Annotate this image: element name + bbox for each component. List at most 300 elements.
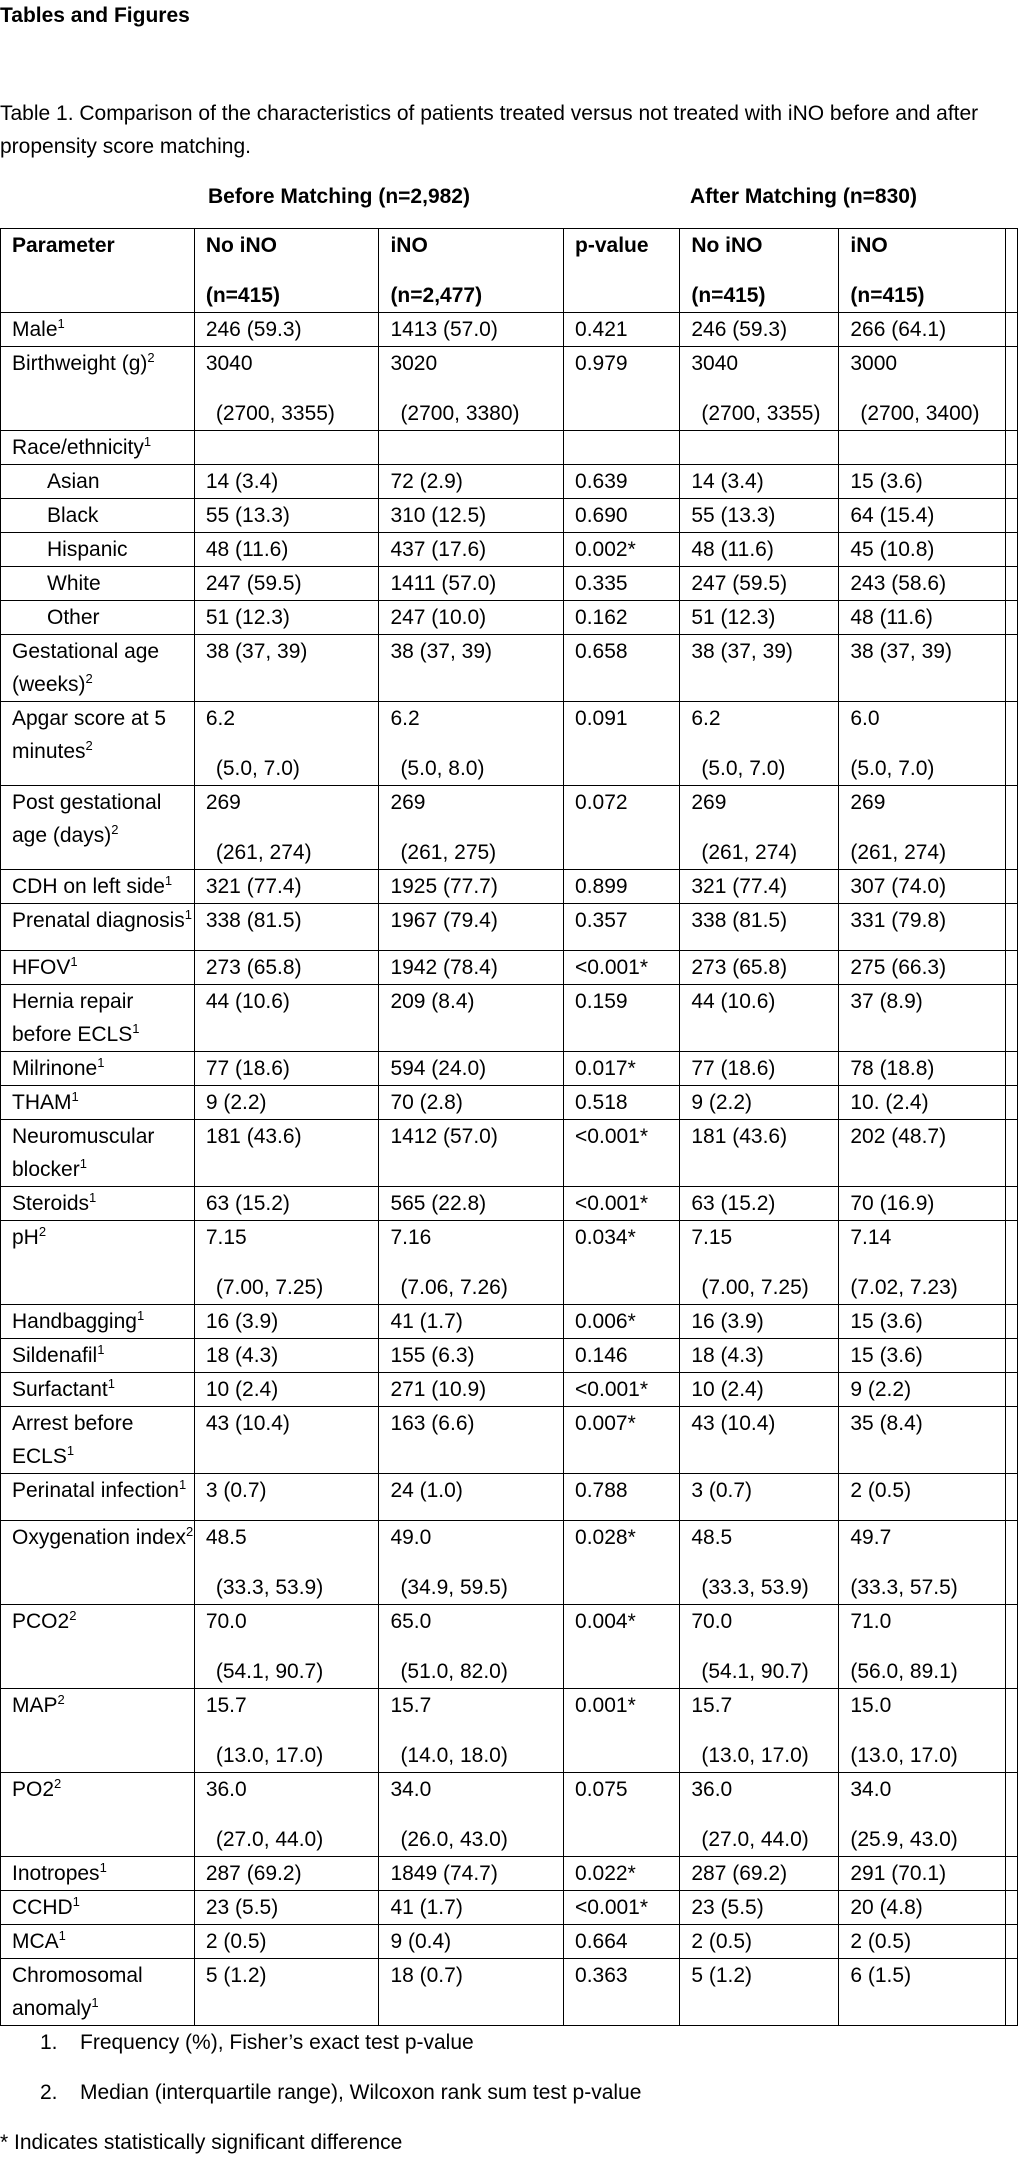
table-row [1,1891,1018,1925]
parameter-cell [1,786,195,870]
cell-value: 34.0 [850,1778,892,1801]
footnote-marker: 2 [85,671,93,686]
parameter-label: Post gestational age (days) [12,791,162,847]
parameter-label: MCA [12,1930,59,1953]
edge-cell [1005,601,1017,635]
cell-value: 6.2 [691,707,721,730]
cell-value: 273 (65.8) [205,956,302,979]
value-cell [680,313,839,347]
value-cell [839,904,1006,951]
cell-iqr: (5.0, 7.0) [850,757,935,780]
value-cell [839,431,1006,465]
cell-value: 10 (2.4) [205,1378,279,1401]
value-cell [379,786,564,870]
table-row [1,1221,1018,1305]
table-row [1,1407,1018,1474]
cell-value: 287 (69.2) [205,1862,302,1885]
value-cell [194,904,379,951]
cell-iqr: (13.0, 17.0) [850,1744,958,1767]
cell-value: 155 (6.3) [390,1344,475,1367]
edge-cell [1005,1857,1017,1891]
value-cell [194,1305,379,1339]
cell-value: 1411 (57.0) [390,572,497,595]
value-cell [680,431,839,465]
footnote-marker: 1 [107,1376,115,1391]
cell-value: 338 (81.5) [691,909,788,932]
value-cell [379,1120,564,1187]
cell-value: 15.7 [691,1694,733,1717]
section-title: Tables and Figures [0,4,190,27]
value-cell [194,951,379,985]
footnote-marker: 1 [136,1308,145,1323]
edge-cell [1005,1052,1017,1086]
cell-iqr: (5.0, 8.0) [400,757,485,780]
footnote-marker: 2 [57,1692,65,1707]
value-cell [680,702,839,786]
header-col-n: (n=2,477) [390,284,483,307]
cell-value: 202 (48.7) [850,1125,947,1148]
cell-value: 70.0 [205,1610,247,1633]
cell-value: 307 (74.0) [850,875,947,898]
cell-value: 247 (59.5) [205,572,302,595]
value-cell [564,1773,680,1857]
parameter-label: CCHD [12,1896,73,1919]
value-cell [564,567,680,601]
footnote-marker: 2 [85,738,93,753]
edge-cell [1005,229,1017,313]
edge-cell [1005,985,1017,1052]
cell-value: 77 (18.6) [205,1057,290,1080]
parameter-cell [1,985,195,1052]
parameter-label: THAM [12,1091,72,1114]
table-row [1,1689,1018,1773]
cell-value: 7.15 [691,1226,733,1249]
cell-value: 0.002* [575,538,636,561]
cell-value: 5 (1.2) [205,1964,267,1987]
table-row [1,1773,1018,1857]
value-cell [194,1339,379,1373]
cell-iqr: (2700, 3380) [400,402,520,425]
header-col-n: (n=415) [850,284,925,307]
cell-value: 0.075 [575,1778,628,1801]
cell-value: <0.001* [575,956,649,979]
value-cell [839,702,1006,786]
group-header-before: Before Matching (n=2,982) [208,185,470,208]
cell-value: 0.159 [575,990,628,1013]
cell-value: 15.7 [390,1694,432,1717]
cell-value: 9 (2.2) [850,1378,912,1401]
cell-value: 51 (12.3) [205,606,290,629]
cell-iqr: (27.0, 44.0) [701,1828,809,1851]
value-cell [194,533,379,567]
cell-value: 48 (11.6) [205,538,289,561]
value-cell [680,1891,839,1925]
cell-iqr: (14.0, 18.0) [400,1744,508,1767]
cell-value: 72 (2.9) [390,470,463,493]
value-cell [839,870,1006,904]
cell-value: 0.979 [575,352,628,375]
parameter-label: Surfactant [12,1378,108,1401]
cell-value: 273 (65.8) [691,956,788,979]
edge-cell [1005,1605,1017,1689]
parameter-cell [1,870,195,904]
value-cell [680,1052,839,1086]
parameter-label: White [47,572,101,595]
value-cell [379,985,564,1052]
cell-value: 15.0 [850,1694,892,1717]
table-row [1,533,1018,567]
cell-value: 0.006* [575,1310,636,1333]
parameter-label: Chromosomal anomaly [12,1964,143,2020]
value-cell [194,1474,379,1521]
value-cell [680,1339,839,1373]
significance-note: * Indicates statistically significant difference [0,2131,403,2154]
header-col-label: iNO [390,234,428,257]
parameter-cell [1,1857,195,1891]
cell-value: 24 (1.0) [390,1479,463,1502]
value-cell [194,313,379,347]
cell-value: 243 (58.6) [850,572,947,595]
edge-cell [1005,1925,1017,1959]
group-header-after: After Matching (n=830) [690,185,917,208]
cell-value: 0.004* [575,1610,636,1633]
cell-value: 275 (66.3) [850,956,947,979]
cell-value: 71.0 [850,1610,892,1633]
table-row [1,1305,1018,1339]
cell-iqr: (27.0, 44.0) [215,1828,324,1851]
cell-value: 3040 [691,352,739,375]
value-cell [680,1689,839,1773]
cell-value: 310 (12.5) [390,504,487,527]
parameter-label: Asian [47,470,100,493]
value-cell [564,904,680,951]
table-row [1,985,1018,1052]
value-cell [379,313,564,347]
cell-value: 0.007* [575,1412,636,1435]
cell-value: 3000 [850,352,898,375]
value-cell [839,951,1006,985]
cell-iqr: (2700, 3355) [215,402,335,425]
cell-value: 0.146 [575,1344,628,1367]
value-cell [839,1521,1006,1605]
value-cell [839,985,1006,1052]
cell-iqr: (54.1, 90.7) [215,1660,324,1683]
parameter-label: Perinatal infection [12,1479,179,1502]
value-cell [194,1407,379,1474]
value-cell [680,635,839,702]
cell-iqr: (5.0, 7.0) [701,757,786,780]
value-cell [680,1521,839,1605]
parameter-label: Birthweight (g) [12,352,148,375]
edge-cell [1005,1474,1017,1521]
value-cell [839,1339,1006,1373]
parameter-cell [1,951,195,985]
value-cell [194,1120,379,1187]
cell-value: 65.0 [390,1610,432,1633]
edge-cell [1005,1339,1017,1373]
value-cell [194,1221,379,1305]
cell-value: 6.2 [205,707,236,730]
parameter-label: Hernia repair before ECLS [12,990,134,1046]
value-cell [680,1959,839,2026]
value-cell [839,1474,1006,1521]
cell-value: 23 (5.5) [691,1896,764,1919]
value-cell [194,1925,379,1959]
parameter-label: CDH on left side [12,875,165,898]
edge-cell [1005,1086,1017,1120]
value-cell [564,1474,680,1521]
value-cell [680,1474,839,1521]
cell-value: 3 (0.7) [691,1479,753,1502]
value-cell [564,1521,680,1605]
cell-value: 10 (2.4) [691,1378,764,1401]
edge-cell [1005,1120,1017,1187]
parameter-cell [1,702,195,786]
cell-value: 15.7 [205,1694,247,1717]
cell-value: 6.0 [850,707,880,730]
value-cell [194,702,379,786]
value-cell [680,567,839,601]
cell-value: 291 (70.1) [850,1862,947,1885]
cell-value: 437 (17.6) [390,538,487,561]
value-cell [839,1857,1006,1891]
value-cell [839,1773,1006,1857]
cell-value: 49.0 [390,1526,432,1549]
cell-value: 70.0 [691,1610,733,1633]
value-cell [194,347,379,431]
cell-value: 9 (2.2) [205,1091,267,1114]
value-cell [564,951,680,985]
value-cell [564,1052,680,1086]
cell-iqr: (13.0, 17.0) [701,1744,809,1767]
value-cell [839,465,1006,499]
cell-value: 55 (13.3) [691,504,776,527]
value-cell [194,1605,379,1689]
parameter-cell [1,1187,195,1221]
cell-iqr: (34.9, 59.5) [400,1576,508,1599]
value-cell [680,533,839,567]
value-cell [194,1373,379,1407]
value-cell [839,1221,1006,1305]
cell-value: 269 [390,791,426,814]
cell-value: 48 (11.6) [691,538,774,561]
header-row [1,229,1018,313]
value-cell [680,1221,839,1305]
cell-value: 34.0 [390,1778,432,1801]
value-cell [379,1187,564,1221]
parameter-cell [1,1689,195,1773]
header-col-3 [680,229,839,313]
cell-value: 247 (10.0) [390,606,487,629]
table-row [1,1339,1018,1373]
cell-iqr: (7.02, 7.23) [850,1276,958,1299]
cell-value: 321 (77.4) [691,875,788,898]
value-cell [194,635,379,702]
header-col-0 [194,229,379,313]
value-cell [194,1086,379,1120]
cell-value: 1942 (78.4) [390,956,498,979]
footnote-marker: 1 [164,873,173,888]
cell-value: 0.421 [575,318,628,341]
value-cell [379,1221,564,1305]
parameter-cell [1,499,195,533]
cell-iqr: (25.9, 43.0) [850,1828,958,1851]
value-cell [564,1339,680,1373]
edge-cell [1005,1221,1017,1305]
edge-cell [1005,1773,1017,1857]
parameter-label: Male [12,318,58,341]
cell-value: 64 (15.4) [850,504,935,527]
parameter-label: Sildenafil [12,1344,98,1367]
edge-cell [1005,951,1017,985]
value-cell [194,1689,379,1773]
value-cell [839,1373,1006,1407]
edge-cell [1005,904,1017,951]
value-cell [680,786,839,870]
edge-cell [1005,702,1017,786]
value-cell [680,1605,839,1689]
value-cell [564,431,680,465]
cell-value: 9 (2.2) [691,1091,753,1114]
value-cell [379,1773,564,1857]
edge-cell [1005,347,1017,431]
parameter-label: Handbagging [12,1310,137,1333]
cell-value: 1925 (77.7) [390,875,498,898]
footnote-marker: 1 [72,1894,80,1909]
cell-value: 3020 [390,352,438,375]
cell-value: 247 (59.5) [691,572,788,595]
footnote-marker: 2 [69,1608,77,1623]
cell-value: 0.001* [575,1694,636,1717]
cell-value: 7.15 [205,1226,247,1249]
parameter-cell [1,313,195,347]
parameter-label: Prenatal diagnosis [12,909,185,932]
header-col-label: p-value [575,234,649,257]
parameter-cell [1,904,195,951]
parameter-cell [1,601,195,635]
footnote-marker: 1 [91,1995,99,2010]
cell-value: 0.518 [575,1091,628,1114]
value-cell [379,1373,564,1407]
value-cell [194,1959,379,2026]
cell-value: 1412 (57.0) [390,1125,498,1148]
cell-value: 41 (1.7) [390,1310,463,1333]
cell-value: 18 (4.3) [691,1344,764,1367]
cell-value: 269 [850,791,886,814]
value-cell [680,1373,839,1407]
value-cell [839,1305,1006,1339]
parameter-label: Gestational age (weeks) [12,640,160,696]
cell-value: 18 (4.3) [205,1344,279,1367]
value-cell [839,347,1006,431]
edge-cell [1005,313,1017,347]
cell-value: 0.072 [575,791,628,814]
edge-cell [1005,1305,1017,1339]
parameter-cell [1,1221,195,1305]
parameter-cell [1,1521,195,1605]
value-cell [379,1959,564,2026]
table-row [1,1474,1018,1521]
value-cell [564,1407,680,1474]
edge-cell [1005,786,1017,870]
value-cell [839,1120,1006,1187]
cell-value: 23 (5.5) [205,1896,279,1919]
parameter-label: Oxygenation index [12,1526,186,1549]
footnote-marker: 1 [97,1342,105,1357]
cell-value: 331 (79.8) [850,909,947,932]
value-cell [194,499,379,533]
cell-iqr: (56.0, 89.1) [850,1660,958,1683]
value-cell [379,1605,564,1689]
parameter-label: Neuromuscular blocker [12,1125,155,1181]
edge-cell [1005,567,1017,601]
cell-value: 16 (3.9) [205,1310,279,1333]
edge-cell [1005,1689,1017,1773]
cell-iqr: (54.1, 90.7) [701,1660,809,1683]
value-cell [194,601,379,635]
cell-iqr: (26.0, 43.0) [400,1828,508,1851]
cell-value: 15 (3.6) [850,1344,923,1367]
cell-value: 20 (4.8) [850,1896,923,1919]
value-cell [839,313,1006,347]
edge-cell [1005,870,1017,904]
parameter-label: MAP [12,1694,58,1717]
parameter-cell [1,1373,195,1407]
footnote-marker: 1 [70,954,78,969]
cell-iqr: (7.06, 7.26) [400,1276,508,1299]
value-cell [680,1773,839,1857]
footnote-marker: 2 [111,822,119,837]
cell-iqr: (5.0, 7.0) [215,757,300,780]
value-cell [680,1086,839,1120]
cell-iqr: (261, 274) [850,841,947,864]
parameter-cell [1,1773,195,1857]
cell-value: 338 (81.5) [205,909,302,932]
cell-value: 246 (59.3) [691,318,788,341]
footnote-marker: 1 [99,1860,107,1875]
value-cell [680,601,839,635]
table-row [1,951,1018,985]
cell-value: 1967 (79.4) [390,909,498,932]
parameter-cell [1,1305,195,1339]
parameter-cell [1,1407,195,1474]
cell-value: 38 (37, 39) [691,640,793,663]
value-cell [379,1086,564,1120]
table-row [1,1605,1018,1689]
value-cell [839,601,1006,635]
value-cell [379,702,564,786]
parameter-cell [1,1891,195,1925]
edge-cell [1005,1407,1017,1474]
footnote-2: 2. Median (interquartile range), Wilcoxon rank sum test p-value [40,2081,642,2104]
parameter-label: Black [47,504,99,527]
cell-value: 2 (0.5) [850,1479,912,1502]
cell-value: 0.022* [575,1862,636,1885]
value-cell [680,1925,839,1959]
cell-value: 6 (1.5) [850,1964,912,1987]
characteristics-table [0,228,1018,2026]
value-cell [680,870,839,904]
parameter-cell [1,1086,195,1120]
cell-iqr: (261, 274) [701,841,798,864]
value-cell [379,601,564,635]
value-cell [680,1120,839,1187]
value-cell [680,904,839,951]
cell-value: 37 (8.9) [850,990,923,1013]
value-cell [564,1305,680,1339]
cell-value: 63 (15.2) [691,1192,776,1215]
value-cell [839,533,1006,567]
